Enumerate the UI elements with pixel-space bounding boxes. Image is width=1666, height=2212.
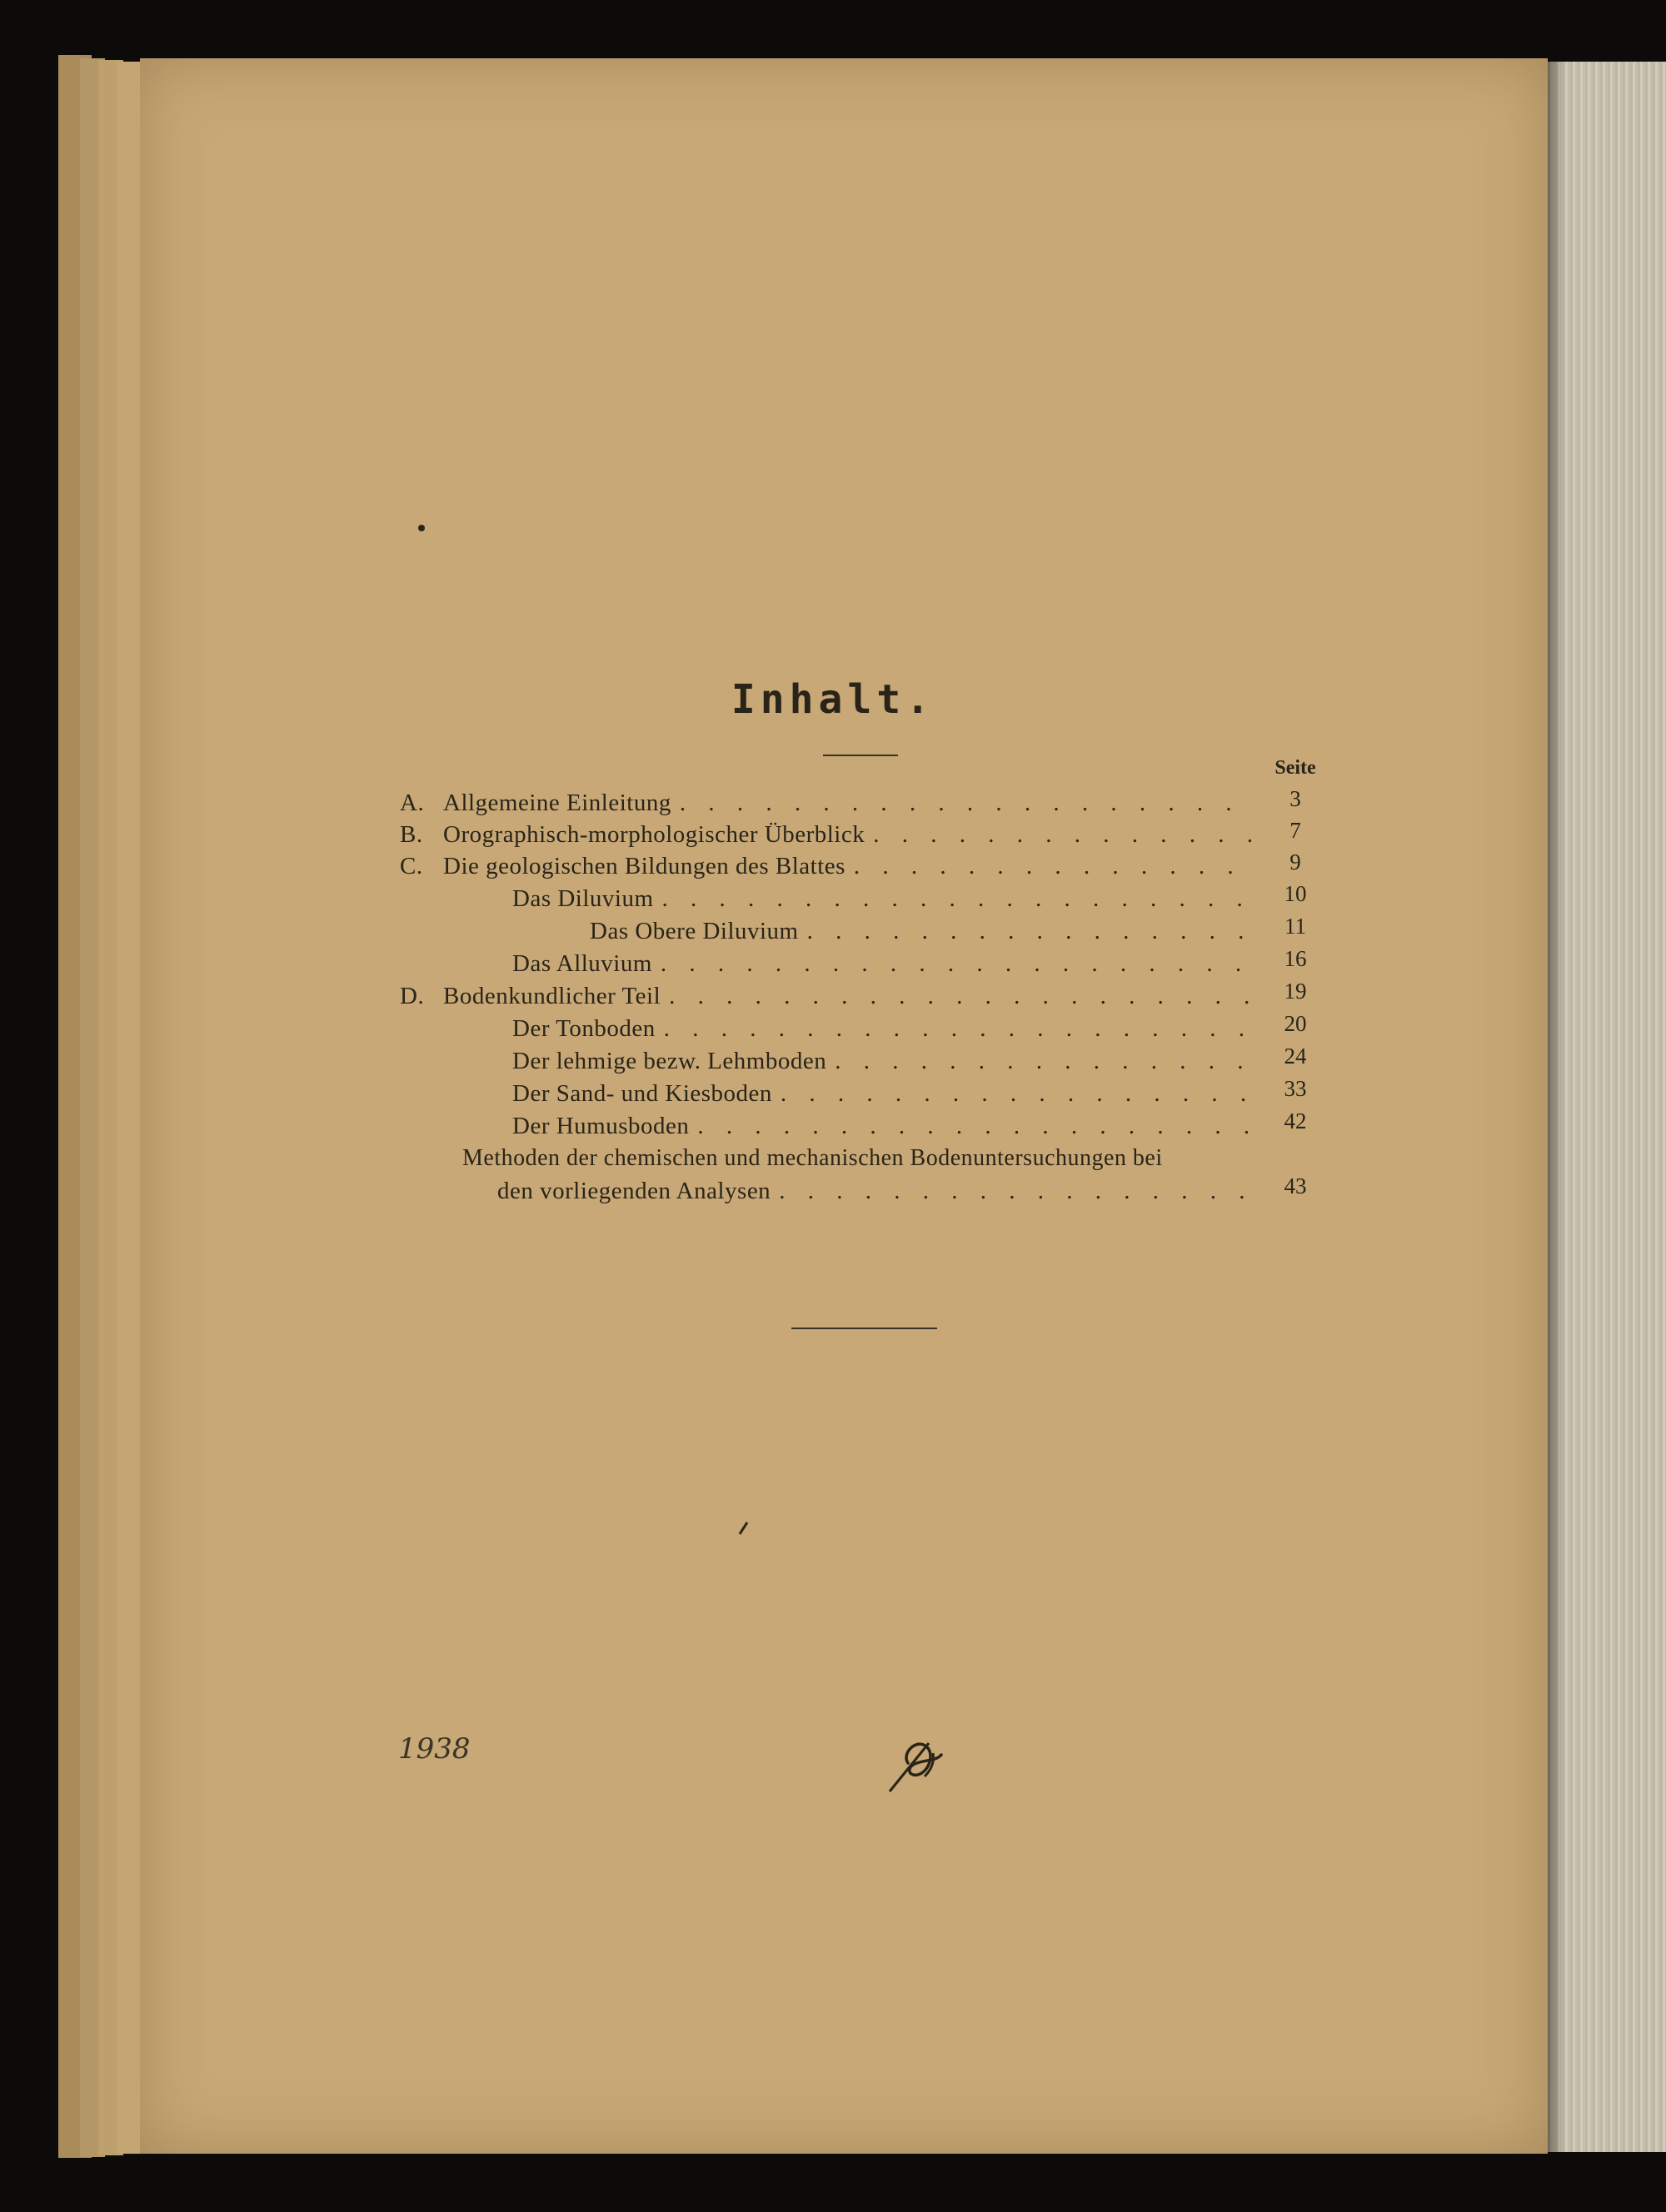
toc-entry — [590, 918, 1266, 949]
toc-entry — [512, 1113, 1266, 1144]
toc-entry-title: Allgemeine Einleitung — [443, 790, 671, 816]
toc-entry-title: Die geologischen Bildungen des Blattes — [443, 853, 845, 879]
leader-dots — [661, 950, 1254, 978]
toc-entry — [512, 950, 1266, 982]
ink-speck — [418, 525, 425, 531]
toc-entry-title: Orographisch-morphologischer Überblick — [443, 821, 865, 848]
toc-entry-title: Der Sand- und Kiesboden — [512, 1080, 772, 1107]
toc-letter: C. — [400, 853, 423, 879]
toc-entry — [497, 1178, 1266, 1209]
toc-page-number: 10 — [1284, 881, 1307, 906]
leader-dots — [854, 853, 1254, 880]
toc-page-number: 16 — [1284, 946, 1307, 971]
leader-dots — [662, 885, 1254, 913]
page-title: Inhalt. — [731, 676, 935, 723]
leader-dots — [680, 790, 1254, 817]
title-rule — [823, 755, 898, 756]
toc-entry — [400, 821, 1266, 853]
book-binding — [1548, 62, 1666, 2152]
toc-entry-title: Das Diluvium — [512, 885, 654, 912]
leader-dots — [779, 1178, 1254, 1205]
toc-letter: A. — [400, 790, 425, 816]
end-rule — [791, 1328, 937, 1329]
handwritten-number: 1938 — [398, 1732, 471, 1766]
toc-page-number: 19 — [1284, 979, 1307, 1004]
leader-dots — [835, 1048, 1254, 1075]
toc-page-number: 11 — [1284, 914, 1306, 939]
toc-entry-title: Das Obere Diluvium — [590, 918, 799, 944]
page-edge — [117, 62, 142, 2154]
toc-entry — [512, 1080, 1266, 1112]
leader-dots — [669, 983, 1254, 1010]
toc-page-number: 7 — [1289, 818, 1301, 843]
seite-header: Seite — [1274, 757, 1316, 779]
pencil-stroke — [737, 1521, 749, 1536]
toc-page-number: 3 — [1289, 786, 1301, 811]
toc-letter: B. — [400, 821, 423, 848]
toc-entry-title: Bodenkundlicher Teil — [443, 983, 661, 1009]
toc-page-number: 24 — [1284, 1044, 1307, 1069]
toc-entry — [512, 885, 1266, 917]
toc-entry-title: Das Alluvium — [512, 950, 652, 977]
toc-page-number: 33 — [1284, 1076, 1307, 1101]
leader-dots — [697, 1113, 1254, 1140]
toc-entry — [512, 1015, 1266, 1047]
toc-entry-title: den vorliegenden Analysen — [497, 1178, 771, 1204]
signature-mark — [883, 1728, 950, 1795]
leader-dots — [807, 918, 1254, 945]
leader-dots — [873, 821, 1254, 849]
toc-entry-title: Der Tonboden — [512, 1015, 656, 1042]
toc-entry — [400, 853, 1266, 884]
toc-entry — [400, 983, 1266, 1014]
leader-dots — [781, 1080, 1254, 1108]
toc-entry — [462, 1145, 1262, 1177]
leader-dots — [664, 1015, 1254, 1043]
toc-entry-title: Methoden der chemischen und mechanischen Bodenuntersuchungen bei — [462, 1145, 1163, 1171]
binding-shadow — [1548, 62, 1564, 2152]
toc-page-number: 42 — [1284, 1108, 1307, 1133]
toc-page-number: 20 — [1284, 1011, 1307, 1036]
toc-letter: D. — [400, 983, 425, 1009]
toc-page-number: 9 — [1289, 849, 1301, 874]
toc-entry — [512, 1048, 1266, 1079]
toc-entry-title: Der lehmige bezw. Lehmboden — [512, 1048, 827, 1074]
toc-entry — [400, 790, 1266, 821]
toc-entry-title: Der Humusboden — [512, 1113, 690, 1139]
toc-page-number: 43 — [1284, 1173, 1307, 1198]
